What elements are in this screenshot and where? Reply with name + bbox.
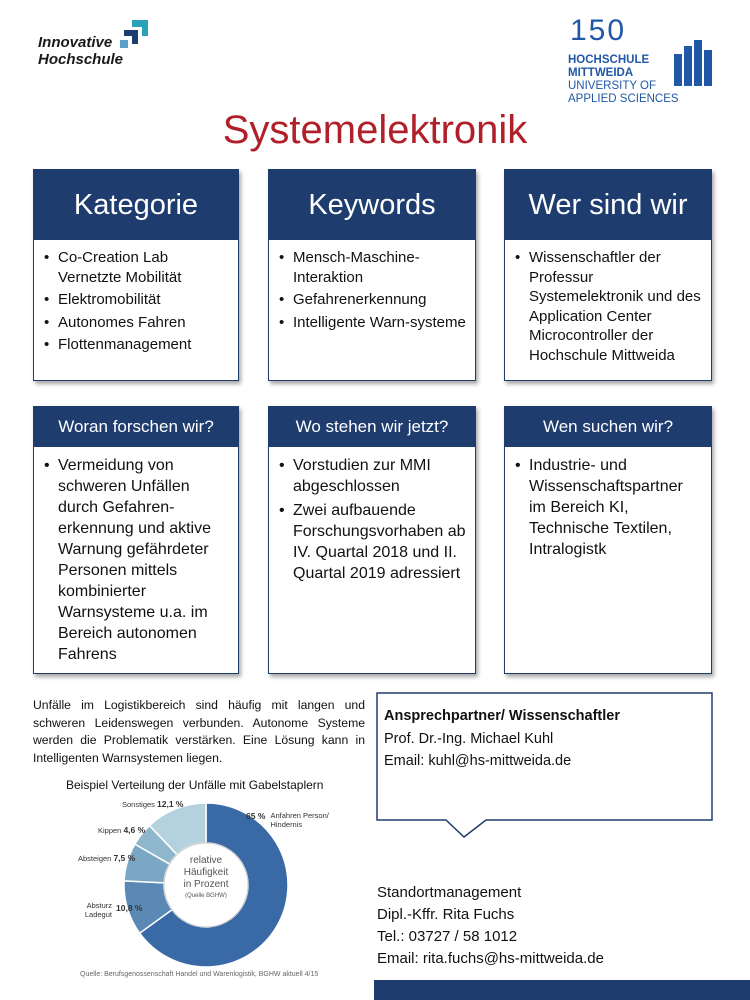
contact-email[interactable]: Email: kuhl@hs-mittweida.de: [384, 753, 572, 769]
list-item: • Intelligente Warn-systeme: [277, 313, 467, 333]
contact-body: [376, 692, 712, 772]
pie-value: 12,1 %: [157, 799, 184, 809]
list-item: • Zwei aufbauende Forschungsvorhaben ab IV. Quartal 2018 und II. Quartal 2019 adressiert: [277, 500, 467, 584]
list-item: • Co-Creation Lab Vernetzte Mobilität: [42, 248, 230, 287]
pie-label-text: Sonstiges: [122, 800, 155, 809]
pie-value-absturz: [116, 903, 142, 913]
innovative-hochschule-logo: [38, 20, 168, 68]
card-heading: Wen suchen wir?: [505, 407, 711, 447]
card-heading: Wo stehen wir jetzt?: [269, 407, 475, 447]
card-wen-suchen-wir: [504, 406, 712, 674]
pie-center-note: (Quelle BGHW): [185, 893, 227, 899]
card-heading: Wer sind wir: [505, 170, 711, 240]
list-item: • Vorstudien zur MMI abgeschlossen: [277, 455, 467, 497]
contact-callout: [376, 692, 716, 846]
card-list: [34, 447, 238, 665]
logo-left-text: [38, 34, 123, 68]
pie-label-text: Kippen: [98, 826, 122, 835]
hochschule-mittweida-logo: [568, 14, 718, 106]
card-wer-sind-wir: [504, 169, 712, 381]
card-heading: Kategorie: [34, 170, 238, 240]
pie-chart: [60, 795, 360, 970]
pie-label-text: Anfahren Person/ Hindernis: [270, 811, 329, 829]
pie-value: 7,5 %: [113, 853, 136, 863]
page-title: Systemelektronik: [222, 108, 528, 152]
card-keywords: [268, 169, 476, 381]
logo-left-line1: Innovative: [38, 34, 113, 51]
list-item: • Wissenschaftler der Professur Systemelektronik und des Application Center Microcontroller der Hochschule Mittweida: [513, 248, 703, 365]
pie-label-text: Absteigen: [78, 854, 112, 863]
footer-bar: [374, 980, 750, 1000]
list-item: • Industrie- und Wissenschaftspartner im Bereich KI, Technische Textilen, Intralogistk: [513, 455, 703, 560]
standort-line1: Standortmanagement: [377, 884, 522, 901]
pie-label-absturz: [74, 901, 112, 919]
list-item: • Gefahrenerkennung: [277, 290, 467, 310]
pie-source: Quelle: Berufsgenossenschaft Handel und Warenlogistik, BGHW aktuell 4/15: [80, 971, 319, 978]
building-icon: [674, 40, 716, 86]
pie-label-anfahren: [246, 811, 330, 829]
logo-right-line2: MITTWEIDA: [568, 67, 634, 79]
pie-center-line2: Häufigkeit: [183, 867, 229, 878]
pie-label-text: Absturz Ladegut: [84, 901, 112, 919]
pie-label-absteigen: [78, 853, 135, 863]
pie-value: 65 %: [246, 811, 266, 821]
card-kategorie: [33, 169, 239, 381]
intro-paragraph: Unfälle im Logistikbereich sind häufig mit langen und schweren Leidenswegen verbunden. Autonome Systeme werden die Problematik verstärken. Eine Lösung kann in Intelligenten Warnsystemen liegen.: [33, 698, 365, 765]
list-item: • Mensch-Maschine-Interaktion: [277, 248, 467, 287]
card-wo-stehen-wir-jetzt: [268, 406, 476, 674]
card-list: [34, 240, 238, 355]
pie-label-kippen: [98, 825, 145, 835]
card-list: [505, 447, 711, 560]
card-heading: Keywords: [269, 170, 475, 240]
standort-line2: Dipl.-Kffr. Rita Fuchs: [377, 906, 515, 923]
logo-squares-icon: [116, 20, 150, 54]
pie-center-line3: in Prozent: [183, 879, 229, 890]
card-list: [505, 240, 711, 365]
card-list: [269, 447, 475, 584]
pie-label-sonstiges: [122, 799, 184, 809]
logo-right-text: [568, 54, 679, 106]
card-woran-forschen-wir: [33, 406, 239, 674]
standort-line3: Tel.: 03727 / 58 1012: [377, 928, 518, 945]
list-item: • Flottenmanagement: [42, 335, 230, 355]
contact-heading: Ansprechpartner/ Wissenschaftler: [384, 708, 620, 724]
logo-right-line3: UNIVERSITY OF: [568, 80, 656, 92]
logo-right-line4: APPLIED SCIENCES: [568, 93, 679, 105]
contact-name: Prof. Dr.-Ing. Michael Kuhl: [384, 731, 554, 747]
pie-center-line1: relative: [189, 855, 223, 866]
pie-center-label: [170, 855, 242, 901]
list-item: • Autonomes Fahren: [42, 313, 230, 333]
standort-block: [377, 882, 604, 970]
pie-title: Beispiel Verteilung der Unfälle mit Gabelstaplern: [66, 778, 324, 792]
list-item: • Vermeidung von schweren Unfällen durch Gefahren-erkennung und aktive Warnung gefährdeter Personen mittels kombinierter Warnsysteme u.a. im Bereich autonomen Fahrens: [42, 455, 230, 665]
pie-value: 10,8 %: [116, 903, 143, 913]
card-list: [269, 240, 475, 332]
logo-150: 150: [570, 14, 627, 47]
logo-left-line2: Hochschule: [38, 51, 124, 68]
card-heading: Woran forschen wir?: [34, 407, 238, 447]
list-item: • Elektromobilität: [42, 290, 230, 310]
standort-line4[interactable]: Email: rita.fuchs@hs-mittweida.de: [377, 950, 604, 967]
pie-value: 4,6 %: [123, 825, 146, 835]
logo-right-line1: HOCHSCHULE: [568, 54, 650, 66]
